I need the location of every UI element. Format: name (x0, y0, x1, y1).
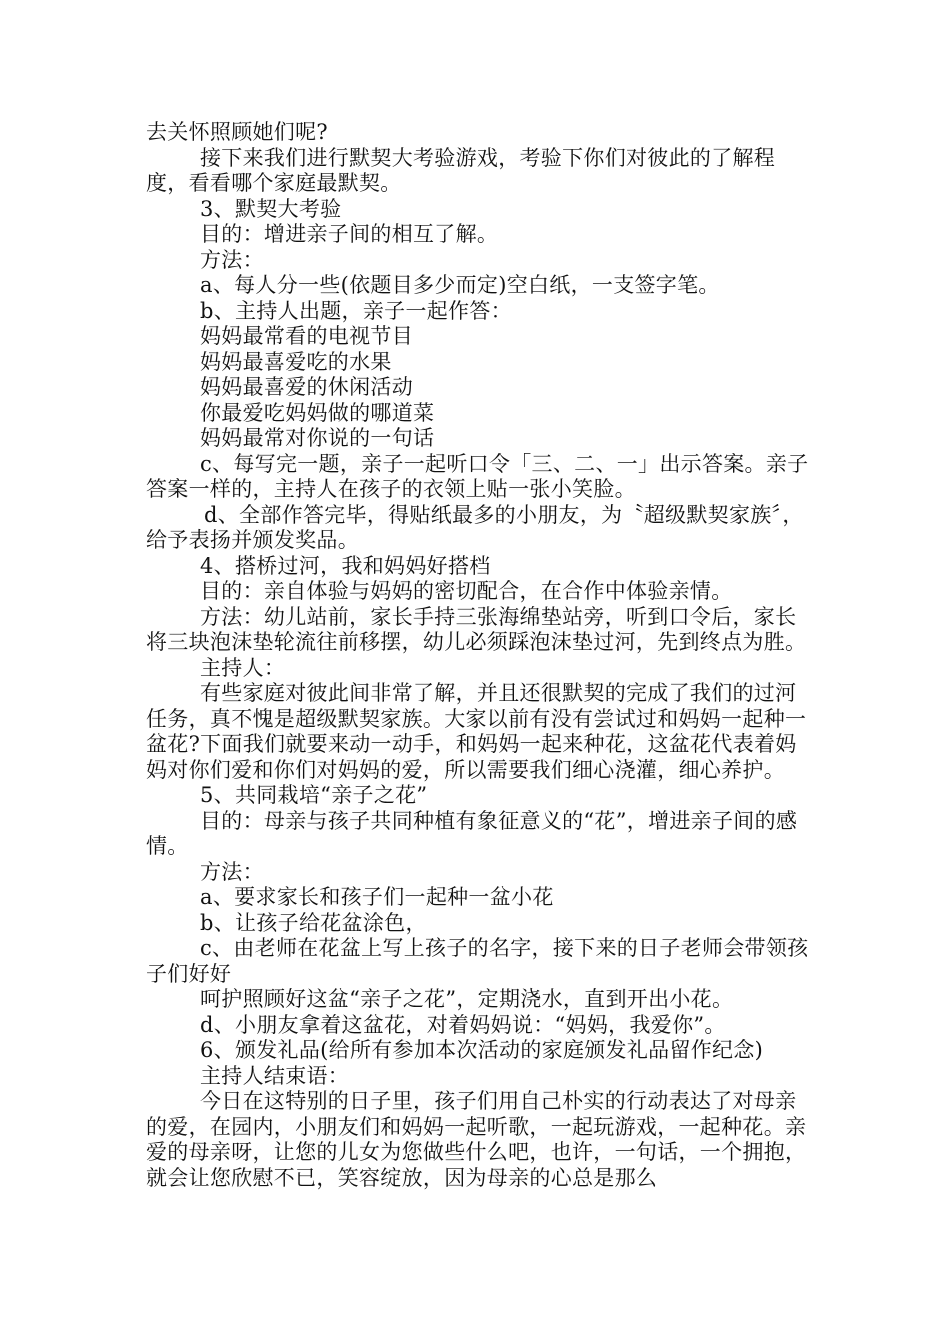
paragraph-step-b-3: b、主持人出题，亲子一起作答： (200, 298, 512, 323)
paragraph-step-d-5: d、小朋友拿着这盆花，对着妈妈说：“妈妈，我爱你”。 (200, 1012, 726, 1037)
paragraph-purpose-4: 目的：亲自体验与妈妈的密切配合，在合作中体验亲情。 (200, 579, 733, 603)
paragraph-host-speech: 有些家庭对彼此间非常了解，并且还很默契的完成了我们的过河任务，真不愧是超级默契家族。大家以前有没有尝试过和妈妈一起种一盆花?下面我们就要来动一动手，和妈妈一起来种花，这盆花代表着妈妈对你们爱和你们对妈妈的爱，所以需要我们细心浇灌，细心养护。 (146, 681, 807, 782)
paragraph-closing-label: 主持人结束语： (200, 1063, 350, 1088)
question-item-2: 妈妈最喜爱吃的水果 (200, 349, 392, 374)
question-item-1: 妈妈最常看的电视节目 (200, 324, 413, 348)
question-item-5: 妈妈最常对你说的一句话 (200, 426, 435, 450)
question-item-4: 你最爱吃妈妈做的哪道菜 (200, 400, 435, 425)
paragraph-method-label-5: 方法： (200, 859, 264, 884)
paragraph-step-c-5: c、由老师在花盆上写上孩子的名字，接下来的日子老师会带领孩子们好好 (146, 936, 809, 986)
paragraph-step-d-3: d、全部作答完毕，得贴纸最多的小朋友，为〝超级默契家族〞，给予表扬并颁发奖品。 (146, 502, 804, 552)
section-heading-3: 3、默契大考验 (200, 196, 342, 221)
paragraph-1: 去关怀照顾她们呢? (146, 120, 328, 144)
section-heading-4: 4、搭桥过河，我和妈妈好搭档 (200, 553, 491, 578)
paragraph-method-4: 方法：幼儿站前，家长手持三张海绵垫站旁，听到口令后，家长将三块泡沫垫轮流往前移摆，幼儿必须踩泡沫垫过河，先到终点为胜。 (146, 604, 807, 654)
section-heading-5: 5、共同栽培“亲子之花” (200, 783, 428, 807)
paragraph-step-c-5-cont: 呵护照顾好这盆“亲子之花”，定期浇水，直到开出小花。 (200, 987, 734, 1011)
section-heading-6: 6、颁发礼品(给所有参加本次活动的家庭颁发礼品留作纪念) (200, 1038, 764, 1062)
paragraph-step-b-5: b、让孩子给花盆涂色， (200, 910, 427, 935)
document-body (146, 120, 810, 1191)
paragraph-method-label-3: 方法： (200, 247, 264, 272)
paragraph-purpose-3: 目的：增进亲子间的相互了解。 (200, 222, 499, 246)
paragraph-step-a-5: a、要求家长和孩子们一起种一盆小花 (200, 885, 554, 909)
question-item-3: 妈妈最喜爱的休闲活动 (200, 375, 413, 399)
paragraph-purpose-5: 目的：母亲与孩子共同种植有象征意义的“花”，增进亲子间的感情。 (146, 808, 798, 858)
paragraph-host-label: 主持人： (200, 655, 286, 680)
paragraph-closing-speech: 今日在这特别的日子里，孩子们用自己朴实的行动表达了对母亲的爱，在园内，小朋友们和妈妈一起听歌，一起玩游戏，一起种花。亲爱的母亲呀，让您的儿女为您做些什么吧，也许，一句话，一个拥抱，就会让您欣慰不已，笑容绽放，因为母亲的心总是那么 (146, 1089, 807, 1190)
paragraph-step-c-3: c、每写完一题，亲子一起听口令「三、二、一」出示答案。亲子答案一样的，主持人在孩子的衣领上贴一张小笑脸。 (146, 451, 809, 501)
paragraph-2: 接下来我们进行默契大考验游戏，考验下你们对彼此的了解程度，看看哪个家庭最默契。 (146, 145, 776, 195)
paragraph-step-a-3: a、每人分一些(依题目多少而定)空白纸，一支签字笔。 (200, 273, 720, 297)
